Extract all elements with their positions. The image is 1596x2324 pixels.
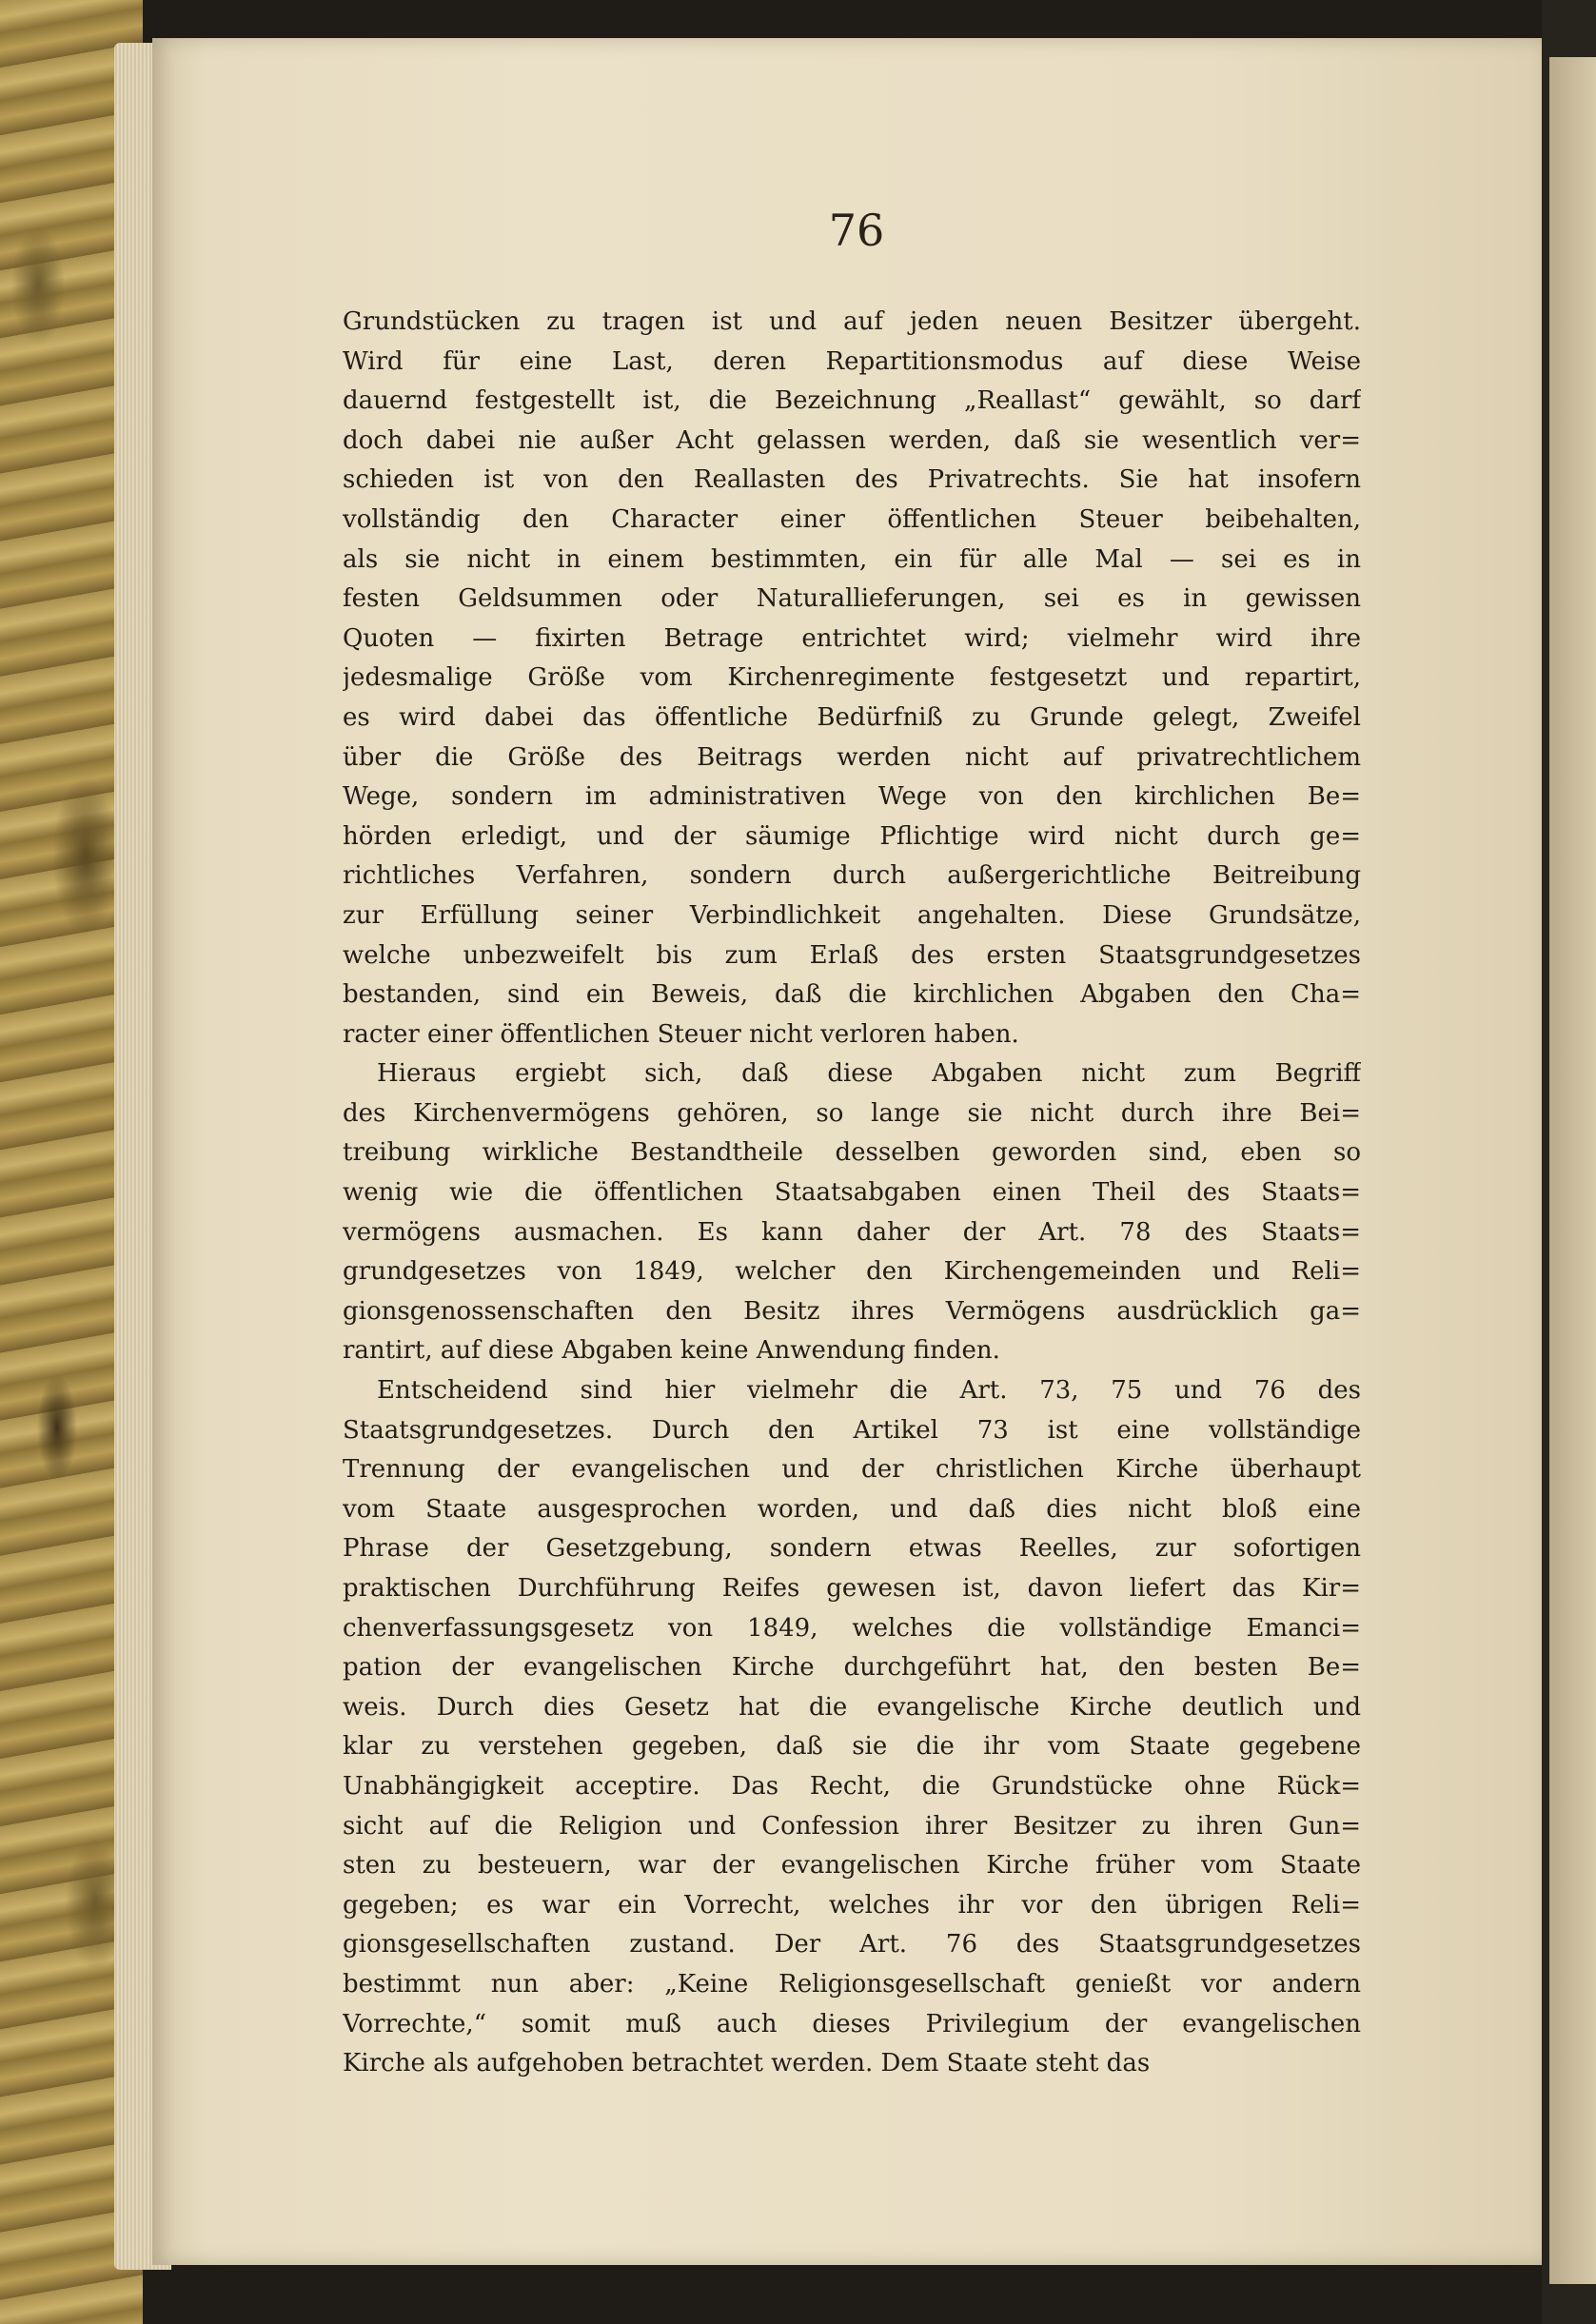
text-line: Quoten — fixirten Betrage entrichtet wird; vielmehr wird ihre: [343, 623, 1361, 653]
text-line: schieden ist von den Reallasten des Privatrechts. Sie hat insofern: [343, 465, 1361, 495]
text-line: bestanden, sind ein Beweis, daß die kirchlichen Abgaben den Cha=: [343, 980, 1361, 1010]
text-line: wenig wie die öffentlichen Staatsabgaben einen Theil des Staats=: [343, 1178, 1361, 1208]
text-line: weis. Durch dies Gesetz hat die evangelische Kirche deutlich und: [343, 1692, 1361, 1722]
text-line: vom Staate ausgesprochen worden, und daß dies nicht bloß eine: [343, 1494, 1361, 1524]
text-line: Grundstücken zu tragen ist und auf jeden neuen Besitzer übergeht.: [343, 307, 1361, 336]
text-line: Wird für eine Last, deren Repartitionsmodus auf diese Weise: [343, 346, 1361, 376]
text-line: hörden erledigt, und der säumige Pflichtige wird nicht durch ge=: [343, 821, 1361, 851]
text-line: vollständig den Character einer öffentlichen Steuer beibehalten,: [343, 504, 1361, 534]
page-number: 76: [828, 205, 885, 256]
text-line: festen Geldsummen oder Naturallieferungen, sei es in gewissen: [343, 584, 1361, 614]
text-line: des Kirchenvermögens gehören, so lange sie nicht durch ihre Bei=: [343, 1098, 1361, 1128]
text-line: Vorrechte,“ somit muß auch dieses Privilegium der evangelischen: [343, 2009, 1361, 2038]
text-line: Unabhängigkeit acceptire. Das Recht, die Grundstücke ohne Rück=: [343, 1771, 1361, 1801]
text-line: Phrase der Gesetzgebung, sondern etwas Reelles, zur sofortigen: [343, 1534, 1361, 1564]
text-line: jedesmalige Größe vom Kirchenregimente festgesetzt und repartirt,: [343, 663, 1361, 693]
text-line: Wege, sondern im administrativen Wege von den kirchlichen Be=: [343, 782, 1361, 812]
text-line: racter einer öffentlichen Steuer nicht verloren haben.: [343, 1019, 1019, 1049]
text-line: doch dabei nie außer Acht gelassen werden, daß sie wesentlich ver=: [343, 425, 1361, 455]
text-line: Kirche als aufgehoben betrachtet werden. Dem Staate steht das: [343, 2049, 1151, 2078]
text-line: Entscheidend sind hier vielmehr die Art. 73, 75 und 76 des: [377, 1376, 1361, 1406]
text-line: chenverfassungsgesetz von 1849, welches die vollständige Emanci=: [343, 1613, 1361, 1643]
text-line: es wird dabei das öffentliche Bedürfniß zu Grunde gelegt, Zweifel: [343, 702, 1361, 732]
text-line: rantirt, auf diese Abgaben keine Anwendung finden.: [343, 1336, 1000, 1366]
text-line: sicht auf die Religion und Confession ihrer Besitzer zu ihren Gun=: [343, 1811, 1361, 1841]
text-line: treibung wirkliche Bestandtheile desselben geworden sind, eben so: [343, 1138, 1361, 1168]
body-text: [343, 303, 1361, 2084]
text-line: praktischen Durchführung Reifes gewesen ist, davon liefert das Kir=: [343, 1574, 1361, 1603]
next-page-sliver: [1549, 57, 1596, 2284]
text-line: bestimmt nun aber: „Keine Religionsgesellschaft genießt vor andern: [343, 1969, 1361, 1999]
text-line: über die Größe des Beitrags werden nicht auf privatrechtlichem: [343, 742, 1361, 772]
text-line: Staatsgrundgesetzes. Durch den Artikel 73 ist eine vollständige: [343, 1415, 1361, 1445]
text-line: zur Erfüllung seiner Verbindlichkeit angehalten. Diese Grundsätze,: [343, 900, 1361, 930]
text-line: gionsgenossenschaften den Besitz ihres Vermögens ausdrücklich ga=: [343, 1296, 1361, 1326]
text-line: welche unbezweifelt bis zum Erlaß des ersten Staatsgrundgesetzes: [343, 940, 1361, 970]
text-line: sten zu besteuern, war der evangelischen Kirche früher vom Staate: [343, 1851, 1361, 1881]
text-line: grundgesetzes von 1849, welcher den Kirchengemeinden und Reli=: [343, 1257, 1361, 1287]
text-line: richtliches Verfahren, sondern durch außergerichtliche Beitreibung: [343, 861, 1361, 891]
text-line: gionsgesellschaften zustand. Der Art. 76 des Staatsgrundgesetzes: [343, 1930, 1361, 1960]
text-line: klar zu verstehen gegeben, daß sie die ihr vom Staate gegebene: [343, 1732, 1361, 1762]
text-line: als sie nicht in einem bestimmten, ein für alle Mal — sei es in: [343, 544, 1361, 574]
text-line: gegeben; es war ein Vorrecht, welches ihr vor den übrigen Reli=: [343, 1890, 1361, 1920]
text-line: vermögens ausmachen. Es kann daher der Art. 78 des Staats=: [343, 1217, 1361, 1247]
text-line: Trennung der evangelischen und der christlichen Kirche überhaupt: [343, 1455, 1361, 1485]
text-line: Hieraus ergiebt sich, daß diese Abgaben nicht zum Begriff: [377, 1059, 1361, 1089]
text-line: pation der evangelischen Kirche durchgeführt hat, den besten Be=: [343, 1653, 1361, 1683]
text-line: dauernd festgestellt ist, die Bezeichnung „Reallast“ gewählt, so darf: [343, 386, 1361, 416]
